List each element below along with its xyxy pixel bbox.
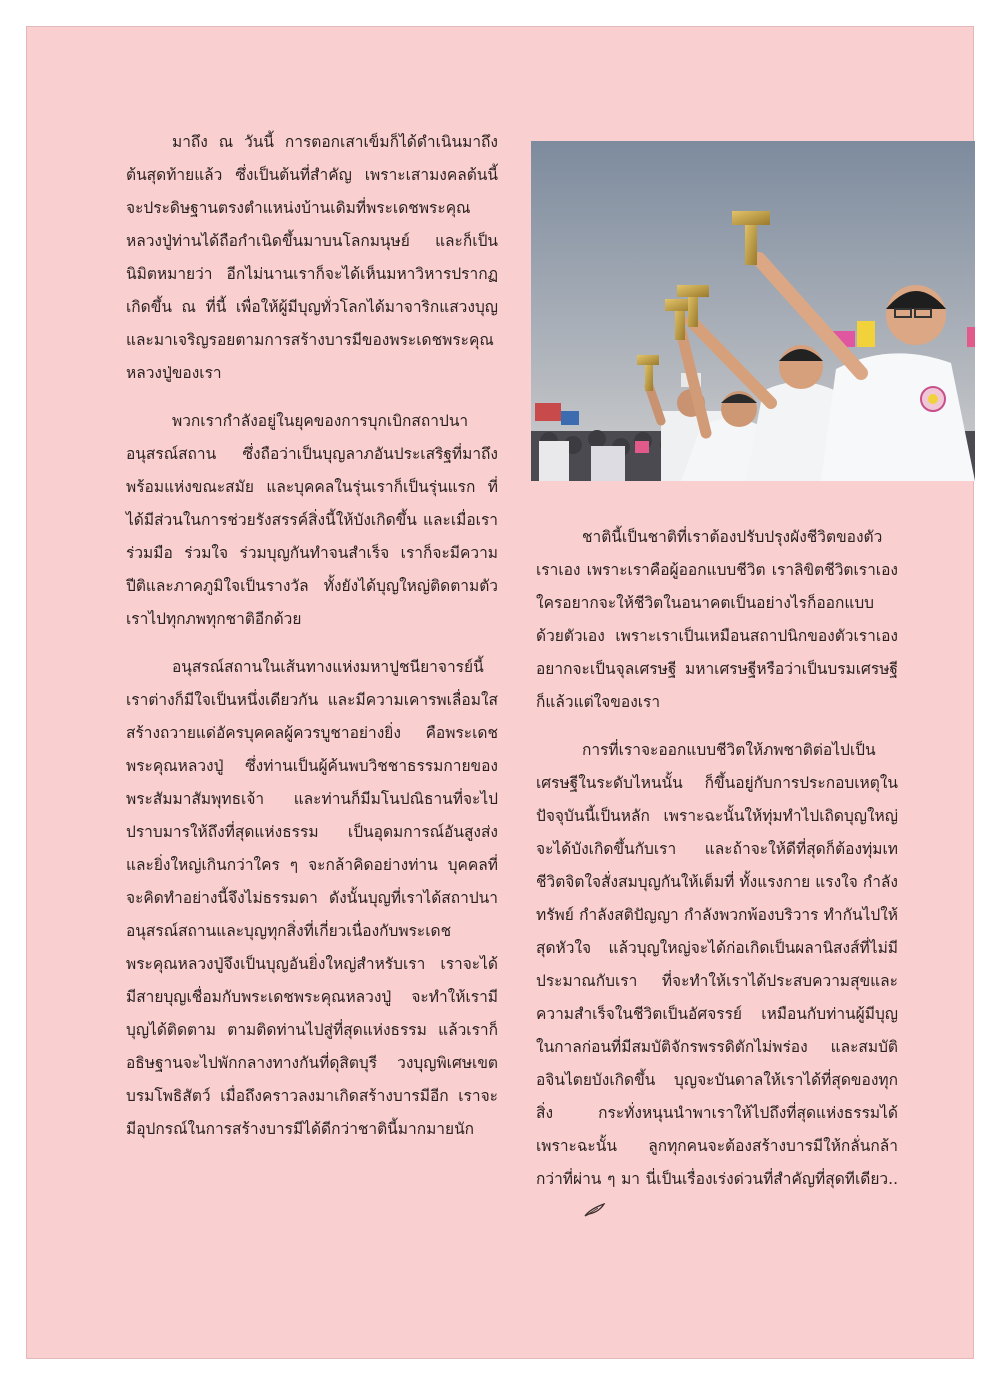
paragraph — [536, 734, 898, 1229]
page-sheet — [26, 26, 974, 1359]
feather-quill-icon — [538, 1196, 606, 1229]
article-right-column — [536, 521, 898, 1244]
paragraph-text: การที่เราจะออกแบบชีวิตให้ภพชาติต่อไปเป็นเศรษฐีในระดับไหนนั้น ก็ขึ้นอยู่กับการประกอบเหตุในปัจจุบันนี้เป็นหลัก เพราะฉะนั้นให้ทุ่มทำไปเถิดบุญใหญ่จะได้บังเกิดขึ้นกับเรา และถ้าจะให้ดีที่สุดก็ต้องทุ่มเทชีวิตจิตใจสั่งสมบุญกันให้เต็มที่ ทั้งแรงกาย แรงใจ กำลังทรัพย์ กำลังสติปัญญา กำลังพวกพ้องบริวาร ทำกันไปให้สุดหัวใจ แล้วบุญใหญ่จะได้ก่อเกิดเป็นผลานิสงส์ที่ไม่มีประมาณกับเรา ที่จะทำให้เราได้ประสบความสุขและความสำเร็จในชีวิตเป็นอัศจรรย์ เหมือนกับท่านผู้มีบุญในกาลก่อนที่มีสมบัติจักรพรรดิตักไม่พร่อง และสมบัติอจินไตยบังเกิดขึ้น บุญจะบันดาลให้เราได้ที่สุดของทุกสิ่ง กระทั่งหนุนนำพาเราให้ไปถึงที่สุดแห่งธรรมได้ เพราะฉะนั้น ลูกทุกคนจะต้องสร้างบารมีให้กลั่นกล้ากว่าที่ผ่าน ๆ มา นี่เป็นเรื่องเร่งด่วนที่สำคัญที่สุดทีเดียว.. — [536, 741, 898, 1188]
article-left-column — [126, 126, 498, 1161]
paragraph: อนุสรณ์สถานในเส้นทางแห่งมหาปูชนียาจารย์นี้ เราต่างก็มีใจเป็นหนึ่งเดียวกัน และมีความเคารพเลื่อมใส สร้างถวายแด่อัครบุคคลผู้ควรบูชาอย่างยิ่ง คือพระเดชพระคุณหลวงปู่ ซึ่งท่านเป็นผู้ค้นพบวิชชาธรรมกายของพระสัมมาสัมพุทธเจ้า และท่านก็มีมโนปณิธานที่จะไปปราบมารให้ถึงที่สุดแห่งธรรม เป็นอุดมการณ์อันสูงส่งและยิ่งใหญ่เกินกว่าใคร ๆ จะกล้าคิดอย่างท่าน บุคคลที่จะคิดทำอย่างนี้จึงไม่ธรรมดา ดังนั้นบุญที่เราได้สถาปนาอนุสรณ์สถานและบุญทุกสิ่งที่เกี่ยวเนื่องกับพระเดชพระคุณหลวงปู่จึงเป็นบุญอันยิ่งใหญ่สำหรับเรา เราจะได้มีสายบุญเชื่อมกับพระเดชพระคุณหลวงปู่ จะทำให้เรามีบุญได้ติดตาม ตามติดท่านไปสู่ที่สุดแห่งธรรม แล้วเราก็อธิษฐานจะไปพักกลางทางกันที่ดุสิตบุรี วงบุญพิเศษเขตบรมโพธิสัตว์ เมื่อถึงคราวลงมาเกิดสร้างบารมีอีก เราจะมีอุปกรณ์ในการสร้างบารมีได้ดีกว่าชาตินี้มากมายนัก — [126, 658, 498, 1138]
paragraph: มาถึง ณ วันนี้ การตอกเสาเข็มก็ได้ดำเนินมาถึงต้นสุดท้ายแล้ว ซึ่งเป็นต้นที่สำคัญ เพราะเสามงคลต้นนี้จะประดิษฐานตรงตำแหน่งบ้านเดิมที่พระเดชพระคุณหลวงปู่ท่านได้ถือกำเนิดขึ้นมาบนโลกมนุษย์ และก็เป็นนิมิตหมายว่า อีกไม่นานเราก็จะได้เห็นมหาวิหารปรากฏเกิดขึ้น ณ ที่นี้ เพื่อให้ผู้มีบุญทั่วโลกได้มาจาริกแสวงบุญ และมาเจริญรอยตามการสร้างบารมีของพระเดชพระคุณหลวงปู่ของเรา — [126, 133, 498, 382]
paragraph: พวกเรากำลังอยู่ในยุคของการบุกเบิกสถาปนาอนุสรณ์สถาน ซึ่งถือว่าเป็นบุญลาภอันประเสริฐที่มาถึงพร้อมแห่งขณะสมัย และบุคคลในรุ่นเราก็เป็นรุ่นแรก ที่ได้มีส่วนในการช่วยรังสรรค์สิ่งนี้ให้บังเกิดขึ้น และเมื่อเราร่วมมือ ร่วมใจ ร่วมบุญกันทำจนสำเร็จ เราก็จะมีความปีติและภาคภูมิใจเป็นรางวัล ทั้งยังได้บุญใหญ่ติดตามตัวเราไปทุกภพทุกชาติอีกด้วย — [126, 412, 498, 628]
photo-illustration — [531, 141, 975, 481]
ceremony-photo — [531, 141, 975, 481]
paragraph: ชาตินี้เป็นชาติที่เราต้องปรับปรุงผังชีวิตของตัวเราเอง เพราะเราคือผู้ออกแบบชีวิต เราลิขิตชีวิตเราเอง ใครอยากจะให้ชีวิตในอนาคตเป็นอย่างไรก็ออกแบบด้วยตัวเอง เพราะเราเป็นเหมือนสถาปนิกของตัวเราเอง อยากจะเป็นจุลเศรษฐี มหาเศรษฐีหรือว่าเป็นบรมเศรษฐี ก็แล้วแต่ใจของเรา — [536, 528, 898, 711]
